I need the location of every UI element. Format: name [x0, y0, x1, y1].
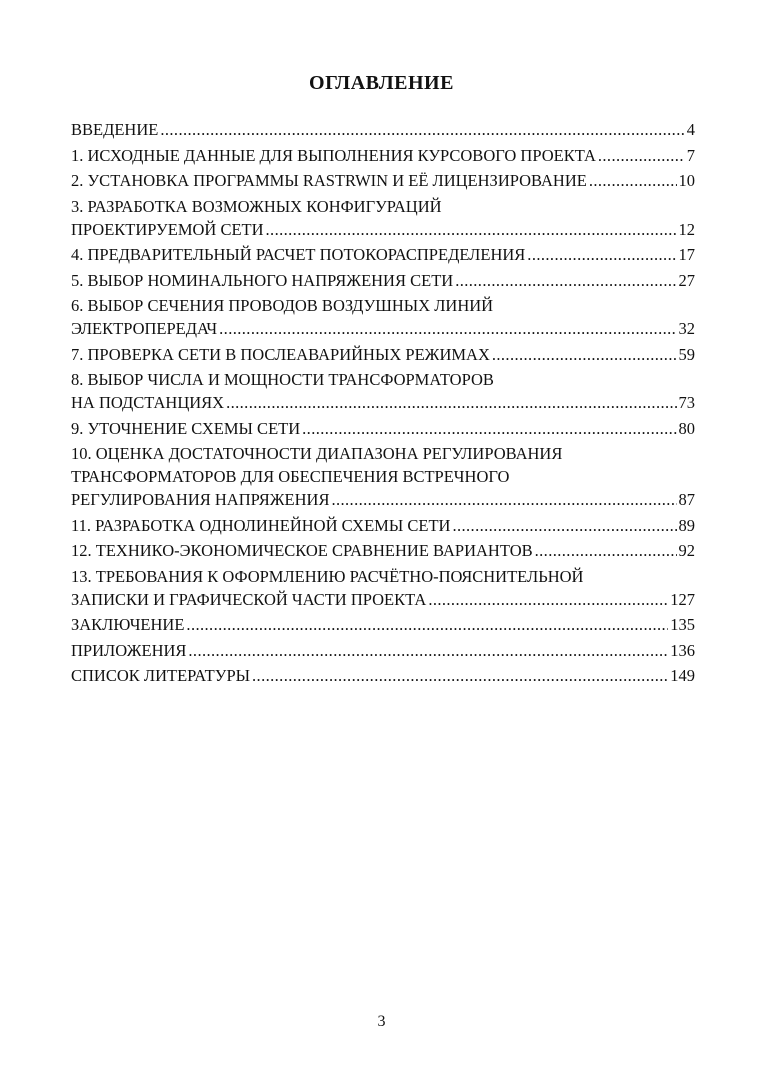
toc-entry[interactable]: [71, 118, 695, 141]
table-of-contents: [71, 118, 695, 690]
toc-entry-title: 5. ВЫБОР НОМИНАЛЬНОГО НАПРЯЖЕНИЯ СЕТИ: [71, 270, 454, 290]
toc-entry-line: [71, 169, 695, 192]
toc-entry[interactable]: [71, 539, 695, 562]
toc-page-number: 127: [670, 589, 695, 609]
toc-page-number: 59: [678, 344, 695, 364]
dot-leader: [598, 144, 685, 167]
toc-page-number: 149: [670, 666, 695, 685]
toc-page-number: 32: [678, 319, 695, 338]
toc-entry-title: ЗАПИСКИ И ГРАФИЧЕСКОЙ ЧАСТИ ПРОЕКТА: [71, 589, 427, 609]
toc-page-number: 10: [678, 171, 695, 190]
toc-entry-line: [71, 269, 695, 292]
toc-entry-title: ПРОЕКТИРУЕМОЙ СЕТИ: [71, 219, 264, 239]
toc-entry-line: [71, 368, 695, 391]
toc-entry-title: 11. РАЗРАБОТКА ОДНОЛИНЕЙНОЙ СХЕМЫ СЕТИ: [71, 515, 451, 535]
toc-entry-line: [71, 294, 695, 317]
toc-entry-title: 3. РАЗРАБОТКА ВОЗМОЖНЫХ КОНФИГУРАЦИЙ: [71, 196, 442, 216]
dot-leader: [535, 539, 677, 562]
toc-entry-title: ЭЛЕКТРОПЕРЕДАЧ: [71, 319, 218, 338]
dot-leader: [589, 169, 677, 192]
dot-leader: [252, 664, 668, 687]
toc-entry[interactable]: [71, 294, 695, 340]
toc-entry-title: 4. ПРЕДВАРИТЕЛЬНЫЙ РАСЧЕТ ПОТОКОРАСПРЕДЕЛЕНИЯ: [71, 245, 526, 264]
toc-entry-line: [71, 488, 695, 511]
toc-page-number: 27: [678, 270, 695, 290]
toc-entry[interactable]: [71, 417, 695, 440]
toc-entry[interactable]: [71, 195, 695, 241]
dot-leader: [186, 613, 668, 636]
toc-page-number: 135: [670, 615, 695, 634]
toc-page-number: 80: [678, 418, 695, 438]
toc-entry-line: [71, 144, 695, 167]
dot-leader: [160, 118, 684, 141]
toc-entry[interactable]: [71, 243, 695, 266]
toc-entry-title: 6. ВЫБОР СЕЧЕНИЯ ПРОВОДОВ ВОЗДУШНЫХ ЛИНИЙ: [71, 296, 494, 315]
toc-entry-line: [71, 218, 695, 241]
toc-page-number: 17: [678, 245, 695, 264]
dot-leader: [492, 343, 677, 366]
toc-entry-line: [71, 565, 695, 588]
toc-entry[interactable]: [71, 613, 695, 636]
toc-entry-title: РЕГУЛИРОВАНИЯ НАПРЯЖЕНИЯ: [71, 490, 330, 509]
toc-entry-line: [71, 539, 695, 562]
toc-entry[interactable]: [71, 639, 695, 662]
toc-entry-line: [71, 317, 695, 340]
dot-leader: [188, 639, 668, 662]
toc-entry[interactable]: [71, 514, 695, 537]
toc-entry-line: [71, 195, 695, 218]
toc-entry-line: [71, 664, 695, 687]
toc-entry-line: [71, 343, 695, 366]
toc-page-number: 89: [678, 515, 695, 535]
toc-entry[interactable]: [71, 368, 695, 414]
toc-entry-title: 13. ТРЕБОВАНИЯ К ОФОРМЛЕНИЮ РАСЧЁТНО-ПОЯСНИТЕЛЬНОЙ: [71, 566, 584, 586]
page-title: ОГЛАВЛЕНИЕ: [309, 72, 454, 94]
toc-entry[interactable]: [71, 442, 695, 511]
toc-entry-title: 10. ОЦЕНКА ДОСТАТОЧНОСТИ ДИАПАЗОНА РЕГУЛИРОВАНИЯ: [71, 444, 563, 463]
toc-page-number: 7: [686, 145, 695, 165]
toc-entry[interactable]: [71, 169, 695, 192]
toc-page-number: 4: [686, 120, 695, 139]
toc-entry-line: [71, 613, 695, 636]
toc-entry-title: 2. УСТАНОВКА ПРОГРАММЫ RASTRWIN И ЕЁ ЛИЦЕНЗИРОВАНИЕ: [71, 171, 587, 190]
toc-entry-title: ЗАКЛЮЧЕНИЕ: [71, 615, 185, 634]
toc-entry-line: [71, 442, 695, 465]
toc-entry-title: 9. УТОЧНЕНИЕ СХЕМЫ СЕТИ: [71, 418, 301, 438]
toc-entry-line: [71, 465, 695, 488]
dot-leader: [266, 218, 677, 241]
toc-entry-line: [71, 243, 695, 266]
toc-entry-title: 8. ВЫБОР ЧИСЛА И МОЩНОСТИ ТРАНСФОРМАТОРОВ: [71, 370, 494, 389]
toc-page-number: 136: [670, 640, 695, 660]
toc-entry-line: [71, 391, 695, 414]
toc-page-number: 12: [678, 219, 695, 239]
toc-page-number: 73: [678, 393, 695, 412]
dot-leader: [302, 417, 676, 440]
toc-entry[interactable]: [71, 565, 695, 611]
toc-entry-title: НА ПОДСТАНЦИЯХ: [71, 393, 225, 412]
toc-entry[interactable]: [71, 664, 695, 687]
toc-entry-title: ПРИЛОЖЕНИЯ: [71, 640, 187, 660]
toc-entry-line: [71, 588, 695, 611]
dot-leader: [428, 588, 668, 611]
toc-entry-title: СПИСОК ЛИТЕРАТУРЫ: [71, 666, 251, 685]
dot-leader: [226, 391, 676, 414]
dot-leader: [527, 243, 676, 266]
toc-entry-line: [71, 514, 695, 537]
toc-entry-line: [71, 639, 695, 662]
toc-entry-title: ВВЕДЕНИЕ: [71, 120, 159, 139]
toc-entry-title: ТРАНСФОРМАТОРОВ ДЛЯ ОБЕСПЕЧЕНИЯ ВСТРЕЧНОГО: [71, 467, 510, 486]
toc-entry[interactable]: [71, 269, 695, 292]
toc-entry-line: [71, 118, 695, 141]
dot-leader: [331, 488, 676, 511]
dot-leader: [452, 514, 676, 537]
toc-entry-title: 7. ПРОВЕРКА СЕТИ В ПОСЛЕАВАРИЙНЫХ РЕЖИМАХ: [71, 344, 490, 364]
page-number: 3: [377, 1013, 386, 1030]
toc-page-number: 87: [678, 490, 695, 509]
toc-entry-line: [71, 417, 695, 440]
toc-entry-title: 1. ИСХОДНЫЕ ДАННЫЕ ДЛЯ ВЫПОЛНЕНИЯ КУРСОВОГО ПРОЕКТА: [71, 145, 596, 165]
toc-entry-title: 12. ТЕХНИКО-ЭКОНОМИЧЕСКОЕ СРАВНЕНИЕ ВАРИАНТОВ: [71, 541, 533, 560]
toc-page-number: 92: [678, 541, 695, 560]
toc-entry[interactable]: [71, 144, 695, 167]
dot-leader: [455, 269, 676, 292]
toc-entry[interactable]: [71, 343, 695, 366]
dot-leader: [219, 317, 676, 340]
